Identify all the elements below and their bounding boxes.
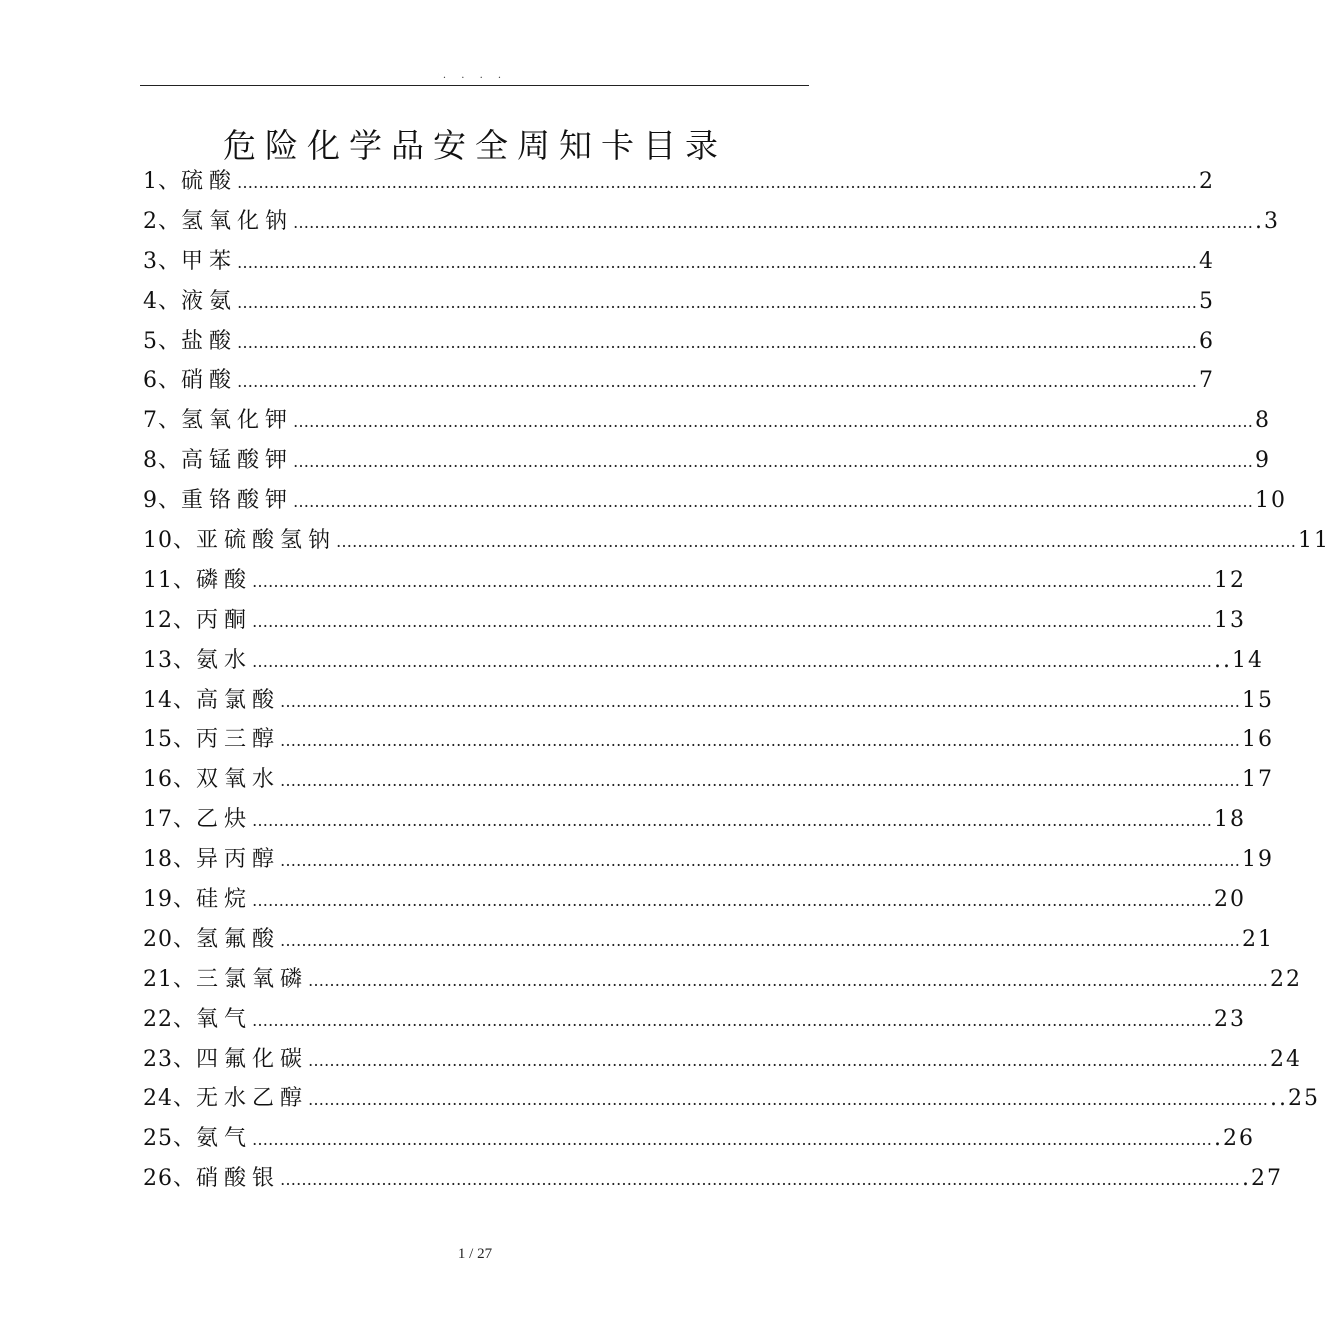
toc-leader-dots: ………………………………………………………………………………………………………………………………………………………………	[252, 1130, 1213, 1150]
toc-entry-number: 21、	[143, 966, 196, 992]
toc-entry-title: 磷酸	[196, 567, 253, 593]
toc-entry-page: 11	[1298, 528, 1330, 554]
toc-leader-dots: ………………………………………………………………………………………………………………………………………………………………	[308, 1090, 1269, 1110]
toc-entry-title: 重铬酸钾	[181, 488, 294, 514]
toc-entry[interactable]	[143, 681, 1275, 721]
toc-leader-dots: ………………………………………………………………………………………………………………………………………………………………	[252, 811, 1213, 831]
toc-entry-title: 氧气	[196, 1006, 253, 1032]
toc-entry-number: 8、	[143, 448, 181, 474]
toc-entry[interactable]	[143, 242, 1216, 282]
toc-entry[interactable]	[143, 561, 1247, 601]
toc-entry-number: 23、	[143, 1046, 196, 1072]
toc-entry-title: 硫酸	[181, 169, 238, 194]
toc-leader-dots: ………………………………………………………………………………………………………………………………………………………………	[293, 492, 1254, 512]
toc-entry-number: 26、	[143, 1166, 196, 1192]
toc-leader-dots: ………………………………………………………………………………………………………………………………………………………………	[308, 1050, 1269, 1070]
toc-entry-number: 4、	[143, 288, 181, 314]
toc-entry[interactable]	[143, 282, 1216, 322]
toc-entry[interactable]	[143, 1159, 1284, 1199]
toc-entry-page: 19	[1242, 847, 1275, 873]
toc-entry[interactable]	[143, 162, 1216, 202]
toc-entry-page: 12	[1214, 567, 1247, 593]
toc-leader-dots: ………………………………………………………………………………………………………………………………………………………………	[308, 970, 1269, 990]
toc-entry-title: 氨气	[196, 1126, 253, 1152]
toc-entry-page: 22	[1270, 966, 1303, 992]
toc-leader-dots: ………………………………………………………………………………………………………………………………………………………………	[293, 412, 1254, 432]
page-title: 危险化学品安全周知卡目录	[223, 126, 727, 166]
toc-entry-page: ..14	[1214, 647, 1264, 673]
toc-entry-page: 16	[1242, 727, 1275, 753]
toc-leader-dots: ………………………………………………………………………………………………………………………………………………………………	[252, 651, 1213, 671]
toc-entry[interactable]	[143, 641, 1264, 681]
toc-entry[interactable]	[143, 481, 1288, 521]
toc-leader-dots: ………………………………………………………………………………………………………………………………………………………………	[252, 1010, 1213, 1030]
toc-entry-number: 10、	[143, 528, 196, 554]
toc-entry-page: 20	[1214, 887, 1247, 913]
toc-entry[interactable]	[143, 521, 1330, 561]
toc-entry-page: .26	[1214, 1126, 1256, 1152]
toc-entry-number: 2、	[143, 208, 181, 234]
toc-entry-number: 24、	[143, 1086, 196, 1112]
toc-entry-title: 硝酸	[181, 368, 238, 394]
toc-entry[interactable]	[143, 441, 1272, 481]
toc-entry[interactable]	[143, 401, 1272, 441]
toc-entry-title: 亚硫酸氢钠	[196, 528, 337, 554]
toc-entry-number: 22、	[143, 1006, 196, 1032]
toc-entry-page: 7	[1199, 368, 1216, 394]
toc-entry[interactable]	[143, 1119, 1256, 1159]
toc-entry-title: 硅烷	[196, 887, 253, 913]
toc-entry[interactable]	[143, 760, 1275, 800]
toc-entry-number: 14、	[143, 687, 196, 713]
toc-leader-dots: ………………………………………………………………………………………………………………………………………………………………	[280, 691, 1241, 711]
toc-entry-title: 甲苯	[181, 248, 238, 274]
toc-entry-page: 21	[1242, 926, 1275, 952]
toc-entry-page: 2	[1199, 169, 1216, 194]
toc-entry[interactable]	[143, 1000, 1247, 1040]
toc-entry[interactable]	[143, 361, 1216, 401]
toc-entry-number: 9、	[143, 488, 181, 514]
header-marks: . . . .	[442, 70, 508, 81]
toc-entry-number: 17、	[143, 807, 196, 833]
toc-entry-page: 9	[1255, 448, 1272, 474]
toc-entry-number: 15、	[143, 727, 196, 753]
toc-entry-number: 19、	[143, 887, 196, 913]
toc-entry-title: 高锰酸钾	[181, 448, 294, 474]
toc-entry-page: 13	[1214, 607, 1247, 633]
toc-leader-dots: ………………………………………………………………………………………………………………………………………………………………	[237, 252, 1198, 272]
toc-leader-dots: ………………………………………………………………………………………………………………………………………………………………	[252, 611, 1213, 631]
toc-leader-dots: ………………………………………………………………………………………………………………………………………………………………	[237, 292, 1198, 312]
toc-leader-dots: ………………………………………………………………………………………………………………………………………………………………	[252, 571, 1213, 591]
toc-entry-title: 硝酸银	[196, 1166, 281, 1192]
toc-entry-number: 1、	[143, 169, 181, 194]
toc-entry-page: 15	[1242, 687, 1275, 713]
toc-entry[interactable]	[143, 880, 1247, 920]
toc-entry-page: 17	[1242, 767, 1275, 793]
toc-entry[interactable]	[143, 920, 1275, 960]
toc-entry-number: 7、	[143, 408, 181, 434]
toc-entry-page: .27	[1242, 1166, 1284, 1192]
toc-leader-dots: ………………………………………………………………………………………………………………………………………………………………	[252, 891, 1213, 911]
toc-entry-title: 氨水	[196, 647, 253, 673]
toc-entry-title: 高氯酸	[196, 687, 281, 713]
header-rule	[140, 85, 809, 86]
toc-entry-title: 液氨	[181, 288, 238, 314]
toc-leader-dots: ………………………………………………………………………………………………………………………………………………………………	[280, 930, 1241, 950]
toc-entry-title: 丙酮	[196, 607, 253, 633]
toc-entry-title: 氢氧化钠	[181, 208, 294, 234]
toc-entry[interactable]	[143, 1079, 1320, 1119]
toc-entry-number: 12、	[143, 607, 196, 633]
toc-entry[interactable]	[143, 1040, 1303, 1080]
toc-entry[interactable]	[143, 720, 1275, 760]
toc-entry[interactable]	[143, 960, 1303, 1000]
toc-leader-dots: ………………………………………………………………………………………………………………………………………………………………	[336, 532, 1297, 552]
toc-entry[interactable]	[143, 322, 1216, 362]
toc-entry-title: 双氧水	[196, 767, 281, 793]
toc-entry-number: 25、	[143, 1126, 196, 1152]
toc-entry-title: 三氯氧磷	[196, 966, 309, 992]
toc-entry-title: 四氟化碳	[196, 1046, 309, 1072]
page-footer: 1 / 27	[457, 1246, 493, 1262]
toc-entry-page: ..25	[1270, 1086, 1320, 1112]
toc-leader-dots: ………………………………………………………………………………………………………………………………………………………………	[293, 212, 1254, 232]
toc-entry-title: 氢氟酸	[196, 926, 281, 952]
toc-entry-number: 16、	[143, 767, 196, 793]
toc-entry-number: 13、	[143, 647, 196, 673]
toc-entry[interactable]	[143, 202, 1281, 242]
toc-entry-number: 20、	[143, 926, 196, 952]
toc-entry-title: 氢氧化钾	[181, 408, 294, 434]
toc-leader-dots: ………………………………………………………………………………………………………………………………………………………………	[237, 372, 1198, 392]
toc-entry-number: 11、	[143, 567, 196, 593]
toc-entry-number: 6、	[143, 368, 181, 394]
toc-leader-dots: ………………………………………………………………………………………………………………………………………………………………	[237, 173, 1198, 192]
toc-entry-number: 18、	[143, 847, 196, 873]
toc-leader-dots: ………………………………………………………………………………………………………………………………………………………………	[293, 452, 1254, 472]
toc-entry-page: 18	[1214, 807, 1247, 833]
toc-entry-page: 24	[1270, 1046, 1303, 1072]
toc-entry-number: 3、	[143, 248, 181, 274]
toc-entry-title: 丙三醇	[196, 727, 281, 753]
toc-leader-dots: ………………………………………………………………………………………………………………………………………………………………	[237, 332, 1198, 352]
toc-entry-title: 乙炔	[196, 807, 253, 833]
toc-entry[interactable]	[143, 840, 1275, 880]
toc-leader-dots: ………………………………………………………………………………………………………………………………………………………………	[280, 771, 1241, 791]
toc-entry-number: 5、	[143, 328, 181, 354]
toc-entry-page: 8	[1255, 408, 1272, 434]
toc-entry-title: 盐酸	[181, 328, 238, 354]
toc-entry-page: 10	[1255, 488, 1288, 514]
toc-entry-page: 5	[1199, 288, 1216, 314]
toc-entry-page: 4	[1199, 248, 1216, 274]
toc-entry-title: 异丙醇	[196, 847, 281, 873]
toc-entry[interactable]	[143, 601, 1247, 641]
table-of-contents	[143, 162, 1330, 1199]
toc-entry-page: .3	[1255, 208, 1281, 234]
toc-entry-page: 23	[1214, 1006, 1247, 1032]
toc-entry-title: 无水乙醇	[196, 1086, 309, 1112]
toc-leader-dots: ………………………………………………………………………………………………………………………………………………………………	[280, 851, 1241, 871]
toc-leader-dots: ………………………………………………………………………………………………………………………………………………………………	[280, 731, 1241, 751]
toc-entry-page: 6	[1199, 328, 1216, 354]
toc-leader-dots: ………………………………………………………………………………………………………………………………………………………………	[280, 1170, 1241, 1190]
toc-entry[interactable]	[143, 800, 1247, 840]
